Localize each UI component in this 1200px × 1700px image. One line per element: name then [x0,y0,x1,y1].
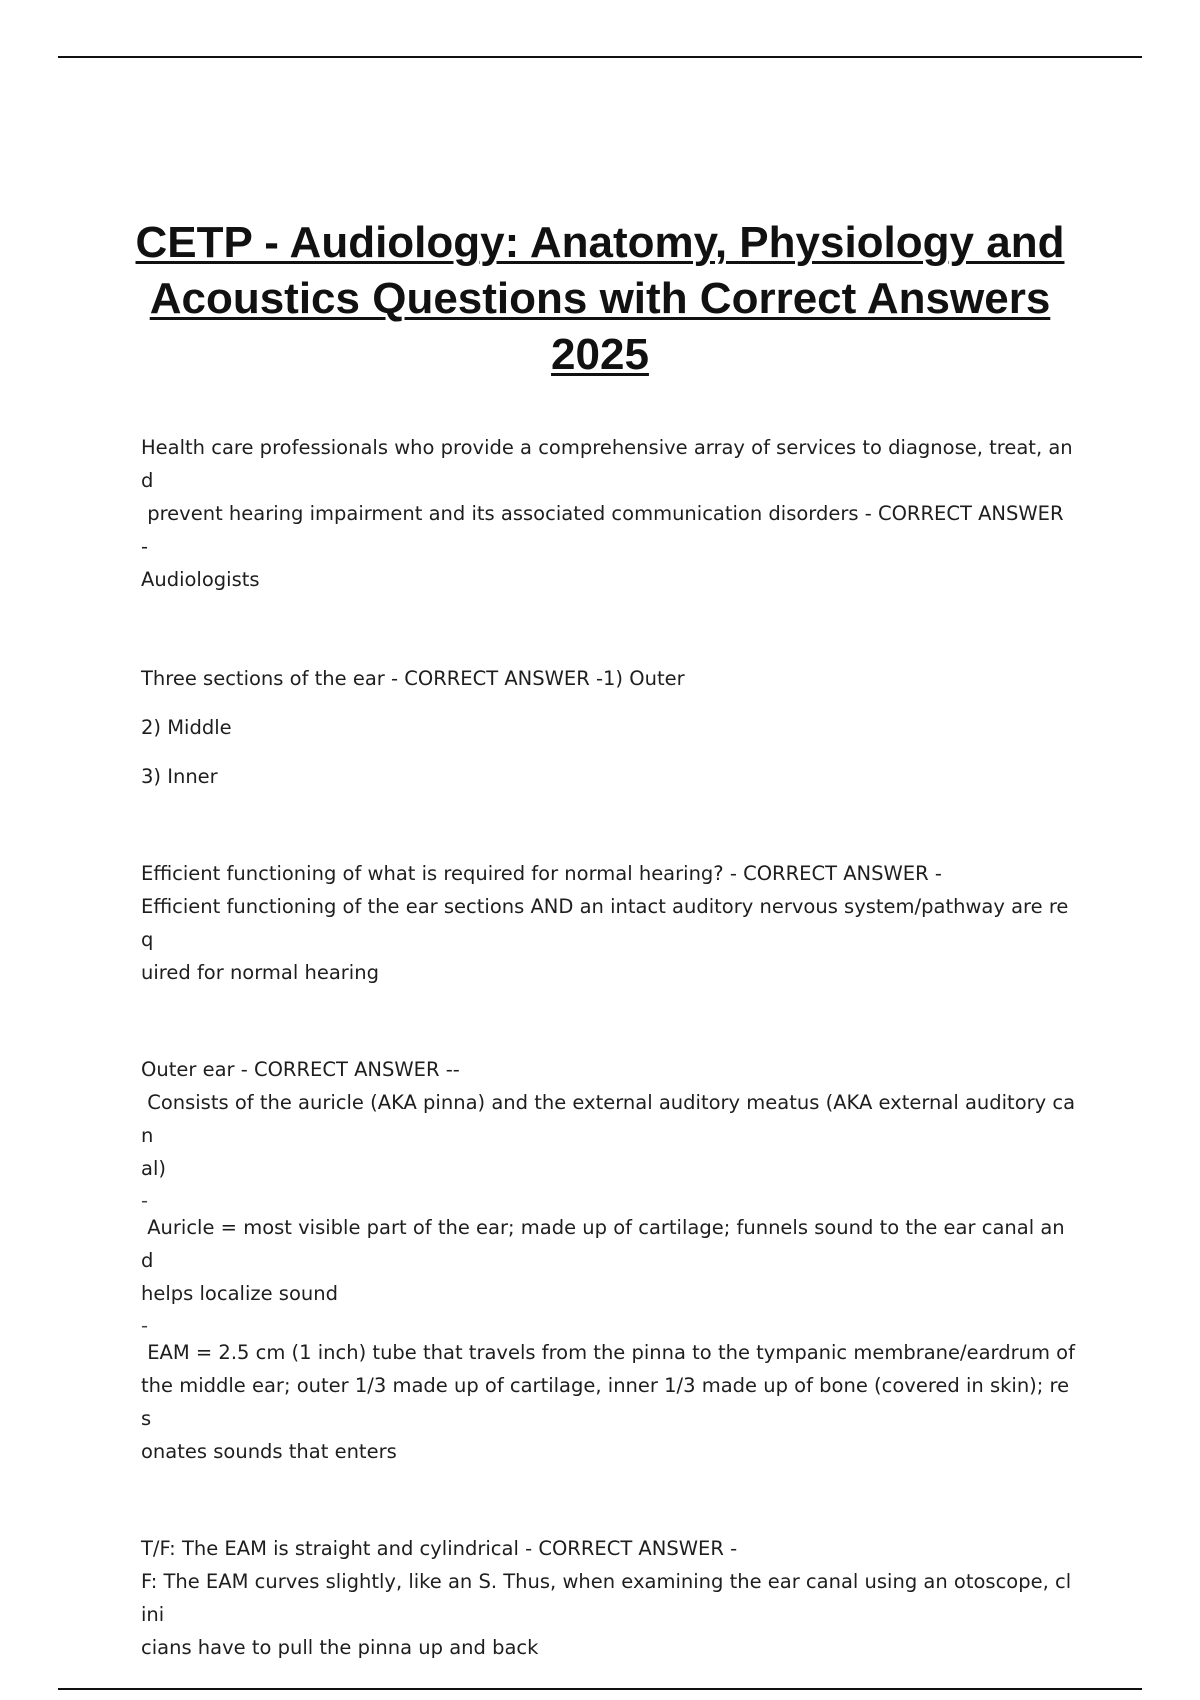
bottom-rule [58,1688,1142,1690]
document-title: CETP - Audiology: Anatomy, Physiology and Acoustics Questions with Correct Answers 2025 [135,218,1065,379]
text-line: 2) Middle [141,716,232,739]
qa-item-eam-shape [141,1532,1076,1664]
text-line: Health care professionals who provide a comprehensive array of services to diagnose, treat, and [141,436,1073,492]
spacer [141,793,1076,857]
text-line: 3) Inner [141,765,218,788]
spacer [141,1468,1076,1532]
spacer [141,695,1076,711]
dash-separator: - [141,1314,149,1337]
qa-item-audiologists [141,431,1076,596]
spacer [141,744,1076,760]
text-line: Efficient functioning of the ear sections AND an intact auditory nervous system/pathway are req [141,895,1069,951]
text-line: F: The EAM curves slightly, like an S. Thus, when examining the ear canal using an otoscope, clini [141,1570,1072,1626]
text-line: the middle ear; outer 1/3 made up of cartilage, inner 1/3 made up of bone (covered in skin); res [141,1374,1070,1430]
text-line: onates sounds that enters [141,1440,397,1463]
text-line: Auricle = most visible part of the ear; made up of cartilage; funnels sound to the ear canal and [141,1216,1065,1272]
text-line: Efficient functioning of what is required for normal hearing? - CORRECT ANSWER - [141,862,942,885]
qa-item-outer-ear [141,1053,1076,1468]
text-line: uired for normal hearing [141,961,379,984]
text-line: Consists of the auricle (AKA pinna) and the external auditory meatus (AKA external auditory can [141,1091,1076,1147]
spacer [141,989,1076,1053]
text-line: Audiologists [141,568,260,591]
text-line: cians have to pull the pinna up and back [141,1636,539,1659]
text-line: helps localize sound [141,1282,338,1305]
text-line: T/F: The EAM is straight and cylindrical - CORRECT ANSWER - [141,1537,738,1560]
qa-item-ear-sections [141,662,1076,793]
text-line: Three sections of the ear - CORRECT ANSWER -1) Outer [141,667,685,690]
text-line: prevent hearing impairment and its associated communication disorders - CORRECT ANSWER - [141,502,1070,558]
qa-item-normal-hearing [141,857,1076,989]
spacer [141,596,1076,662]
top-rule [58,56,1142,58]
text-line: EAM = 2.5 cm (1 inch) tube that travels from the pinna to the tympanic membrane/eardrum of [141,1341,1075,1364]
document-body [141,431,1076,1664]
text-line: Outer ear - CORRECT ANSWER -- [141,1058,460,1081]
dash-separator: - [141,1189,149,1212]
text-line: al) [141,1157,166,1180]
